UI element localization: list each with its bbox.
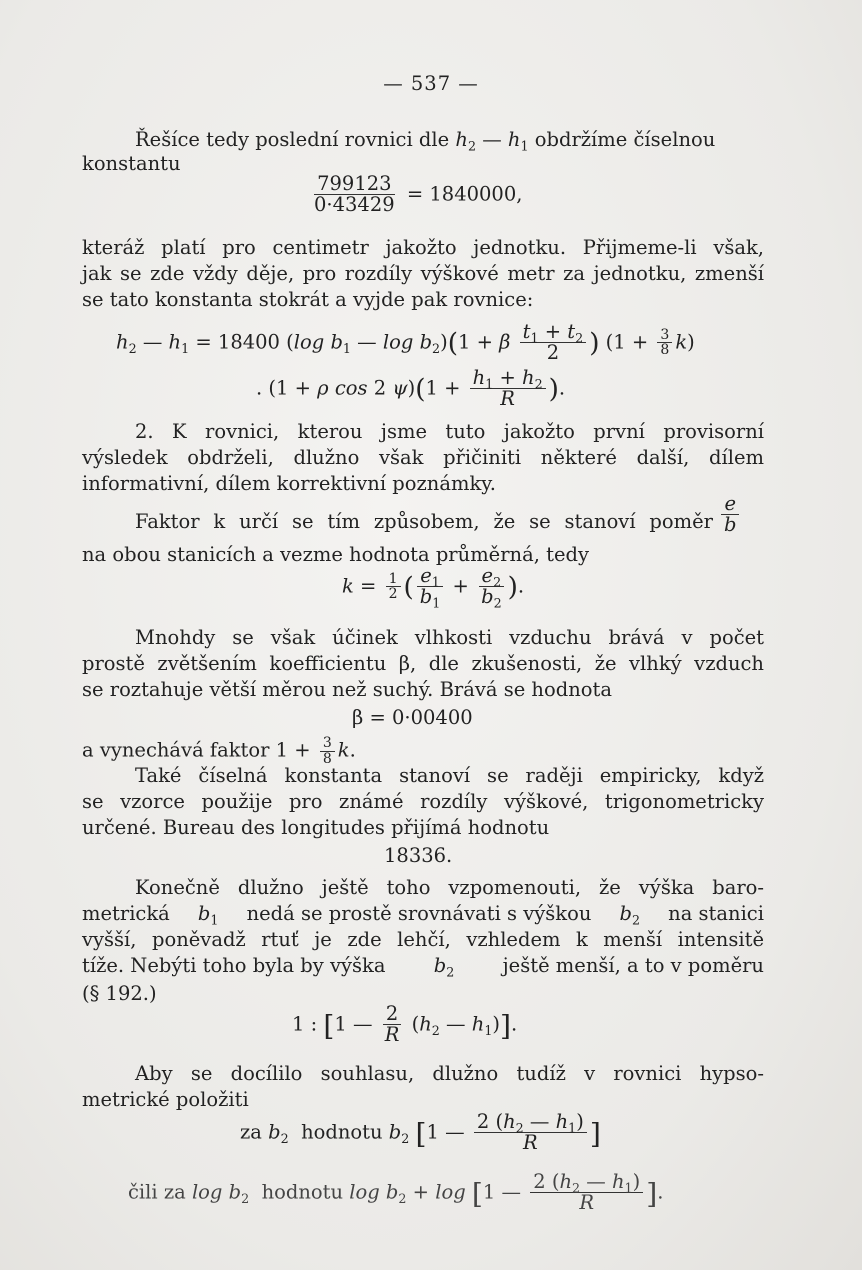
page-number: — 537 — xyxy=(383,72,479,95)
denominator: R xyxy=(522,1131,538,1155)
paragraph-7-line-1: Také číselná konstanta stanoví se raději empiricky, když xyxy=(135,764,764,787)
paragraph-2-line-1: kteráž platí pro centimetr jakožto jednotku. Přijmeme-li však, xyxy=(82,236,764,259)
numerator: 799123 xyxy=(314,174,394,195)
fraction-small xyxy=(320,736,335,766)
text-span: hodnotu xyxy=(261,1180,344,1204)
text-span: metrická xyxy=(82,902,170,925)
paragraph-3-line-3: informativní, dílem korrektivní poznámky. xyxy=(82,472,496,495)
equation-k: k = $\frac{1}{2}$ ( $\frac{e_1}{b_1}$ + $\frac{e_2}{b_2}$ ). xyxy=(342,564,525,611)
rho-symbol: ρ xyxy=(317,376,329,400)
paragraph-7-line-2: se vzorce použije pro známé rozdíly výškové, trigonometricky xyxy=(82,790,764,813)
equation-main-line-2: . (1 + ρ cos 2 ψ)(1 + $\frac{h_1 + h_2}{R}$ ). xyxy=(256,366,566,411)
paragraph-8-line-3: vyšší, poněvadž rtuť je zde lehčí, vzhledem k menší intensitě xyxy=(82,928,764,951)
text-span: na stanici xyxy=(668,902,764,925)
equation-beta: β = 0·00400 xyxy=(352,706,473,729)
text-span: ještě menší, a to v poměru xyxy=(502,954,764,977)
numerator: 1 xyxy=(386,572,401,588)
numerator: 3 xyxy=(320,736,335,752)
paragraph-5-line-1: Mnohdy se však účinek vlhkosti vzduchu brává v počet xyxy=(135,626,764,649)
equation-main-line-1: $h_2$ — $h_1 = 18400$ (log $b_1$ — $\log b_2)(1 + \beta$ $\frac{t_1 + t_2}{2}$ ) (1 + $\frac{3}{8}$ k) xyxy=(116,320,695,365)
paragraph-3-line-2: výsledek obdrželi, dlužno však přičiniti některé další, dílem xyxy=(82,446,764,469)
fraction xyxy=(721,494,739,536)
paragraph-9-line-2: metrické položiti xyxy=(82,1088,249,1111)
equation-substitution-1: za $b_2$ hodnotu $b_2$ [1 — $\frac{2 (h_2 — h_1)}{R}$ ] xyxy=(240,1110,601,1155)
paragraph-8-line-1: Konečně dlužno ještě toho vzpomenouti, že výška baro- xyxy=(135,876,764,899)
paragraph-8-line-5: (§ 192.) xyxy=(82,982,157,1005)
denominator: b xyxy=(724,513,737,537)
paragraph-6-line-1: a vynechává faktor 1 + $\frac{3}{8}$ k. xyxy=(82,735,356,767)
fraction: $\frac{2 (h_2 — h_1)}{R}$ xyxy=(530,1172,643,1214)
paragraph-5-line-3: se roztahuje větší měrou než suchý. Brává se hodnota xyxy=(82,678,612,701)
numerator: e xyxy=(721,494,739,515)
fraction-small xyxy=(386,572,401,602)
equation-rhs: = 1840000, xyxy=(406,182,523,206)
equation-constant xyxy=(308,174,522,216)
paragraph-1-line-2: konstantu xyxy=(82,152,181,175)
paragraph-2-line-2: jak se zde vždy děje, pro rozdíly výškové metr za jednotku, zmenší xyxy=(82,262,764,285)
paragraph-8-line-4: tíže. Nebýti toho byla by výška $b_2$ ještě menší, a to v poměru xyxy=(82,954,764,980)
denominator: 2 xyxy=(546,341,560,365)
numerator: 3 xyxy=(657,328,672,344)
log-label: log xyxy=(293,330,325,354)
text-span: Řešíce tedy poslední rovnici dle xyxy=(135,128,450,151)
denominator: 2 xyxy=(388,586,398,603)
paragraph-1-line-1: Řešíce tedy poslední rovnici dle $h_2$ — $h_1$ obdržíme číselnou xyxy=(135,128,716,154)
equation-substitution-2: čili za $\log b_2$ hodnotu $\log b_2 + \log [1$ — $\frac{2 (h_2 — h_1)}{R}$ ]. xyxy=(128,1170,664,1215)
text-span: a vynechává faktor 1 + xyxy=(82,738,311,762)
denominator: 8 xyxy=(322,750,332,767)
paragraph-7-line-3: určené. Bureau des longitudes přijímá hodnotu xyxy=(82,816,550,839)
cos-label: cos xyxy=(334,376,368,400)
denominator: R xyxy=(579,1191,595,1215)
constant: 18400 xyxy=(217,330,280,354)
numerator: 2 xyxy=(383,1004,401,1025)
paragraph-4-line-1: Faktor k určí se tím způsobem, že se stanoví poměr xyxy=(135,510,713,533)
paragraph-2-line-3: se tato konstanta stokrát a vyjde pak rovnice: xyxy=(82,288,534,311)
text-span: za xyxy=(240,1120,262,1144)
ratio-fraction xyxy=(718,494,742,536)
text-span: hodnotu xyxy=(301,1120,383,1144)
denominator: R xyxy=(384,1023,400,1047)
text-span: tíže. Nebýti toho byla by výška xyxy=(82,954,386,977)
psi-symbol: ψ xyxy=(392,376,408,400)
fraction: $\frac{h_1 + h_2}{R}$ xyxy=(470,368,546,410)
text-span: čili za xyxy=(128,1180,186,1204)
text-span: 1 : xyxy=(292,1012,318,1036)
fraction: $\frac{e_1}{b_1}$ xyxy=(417,566,444,608)
text-span: nedá se prostě srovnávati s výškou xyxy=(246,902,592,925)
fraction-small xyxy=(657,328,672,358)
beta-symbol: β xyxy=(499,330,511,354)
fraction: $\frac{t_1 + t_2}{2}$ xyxy=(520,322,587,364)
log-label: log xyxy=(382,330,414,354)
equation-constant-2: 18336. xyxy=(384,844,453,867)
denominator: R xyxy=(500,387,515,411)
fraction: $\frac{e_2}{b_2}$ xyxy=(478,566,505,608)
fraction xyxy=(382,1004,403,1046)
text-span: obdržíme číselnou xyxy=(534,128,716,151)
denominator: 8 xyxy=(660,342,670,359)
paragraph-3-line-1: 2. K rovnici, kterou jsme tuto jakožto první provisorní xyxy=(135,420,764,443)
log-label: log xyxy=(435,1180,466,1204)
fraction xyxy=(311,174,398,216)
denominator: 0·43429 xyxy=(314,193,395,217)
equation-ratio: 1 : [1 — $\frac{2}{R}$ ($h_2$ — $h_1$)]. xyxy=(292,1002,518,1047)
paragraph-5-line-2: prostě zvětšením koefficientu β, dle zkušenosti, že vlhký vzduch xyxy=(82,652,764,675)
fraction: $\frac{2 (h_2 — h_1)}{R}$ xyxy=(474,1112,587,1154)
paragraph-9-line-1: Aby se docílilo souhlasu, dlužno tudíž v rovnici hypso- xyxy=(135,1062,764,1085)
log-label: log xyxy=(349,1180,380,1204)
log-label: log xyxy=(191,1180,223,1204)
paragraph-4-line-2: na obou stanicích a vezme hodnota průměrná, tedy xyxy=(82,543,589,566)
paragraph-8-line-2: metrická $b_1$ nedá se prostě srovnávati s výškou $b_2$ na stanici xyxy=(82,902,764,928)
